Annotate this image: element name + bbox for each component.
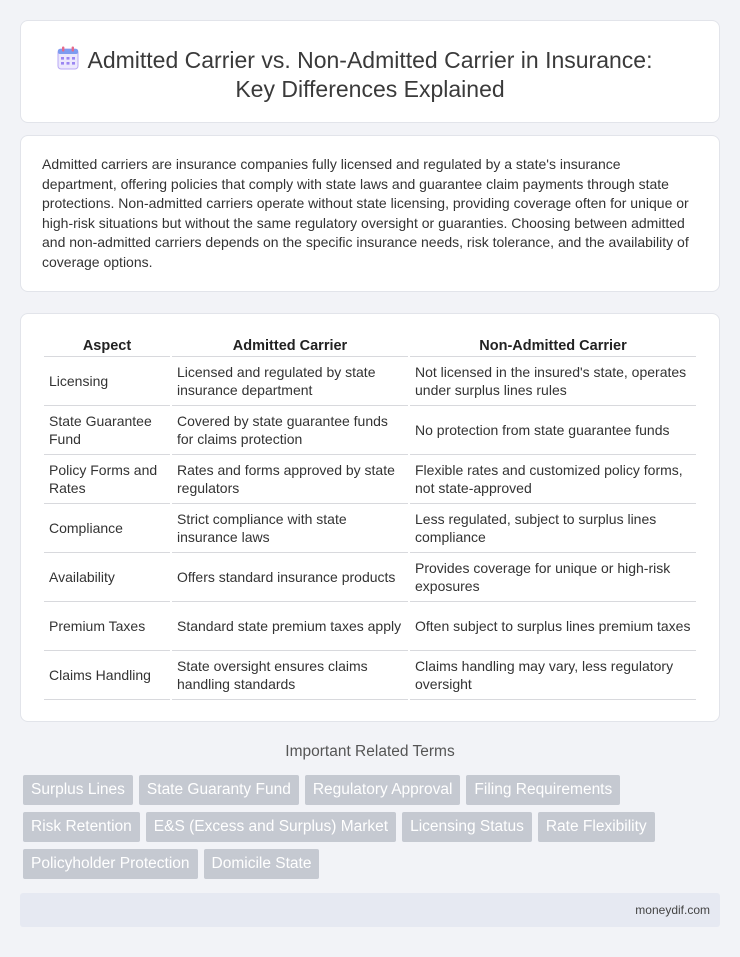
tag-regulatory-approval[interactable]: Regulatory Approval [305, 775, 461, 805]
table-cell-aspect: Availability [44, 553, 170, 602]
table-cell-admitted: State oversight ensures claims handling standards [172, 651, 408, 700]
related-terms-list [23, 775, 703, 886]
page-title [21, 46, 719, 104]
table-row [44, 504, 696, 553]
table-cell-aspect: Licensing [44, 357, 170, 406]
tag-row [23, 849, 703, 879]
table-cell-aspect: Premium Taxes [44, 602, 170, 651]
comparison-table [42, 334, 698, 700]
tag-licensing-status[interactable]: Licensing Status [402, 812, 532, 842]
table-cell-admitted: Offers standard insurance products [172, 553, 408, 602]
related-terms-title: Important Related Terms [285, 743, 455, 760]
page-title-line-2: Key Differences Explained [235, 76, 505, 102]
tag-risk-retention[interactable]: Risk Retention [23, 812, 140, 842]
table-cell-aspect: Compliance [44, 504, 170, 553]
table-row [44, 357, 696, 406]
tag-policyholder-protection[interactable]: Policyholder Protection [23, 849, 198, 879]
comparison-table-card [20, 313, 720, 722]
table-row [44, 553, 696, 602]
table-cell-admitted: Covered by state guarantee funds for claims protection [172, 406, 408, 455]
tag-state-guaranty-fund[interactable]: State Guaranty Fund [139, 775, 299, 805]
table-cell-aspect: State Guarantee Fund [44, 406, 170, 455]
table-cell-aspect: Policy Forms and Rates [44, 455, 170, 504]
table-row [44, 602, 696, 651]
intro-paragraph: Admitted carriers are insurance companies fully licensed and regulated by a state's insurance department, offering policies that comply with state laws and guarantee claim payments through state protections. Non-admitted carriers operate without state licensing, providing coverage often for unique or high-risk situations but without the same regulatory oversight or guaranties. Choosing between admitted and non-admitted carriers depends on the specific insurance needs, risk tolerance, and the availability of coverage options. [42, 156, 689, 270]
footer [20, 893, 720, 927]
table-cell-non-admitted: No protection from state guarantee funds [410, 406, 696, 455]
header-non-admitted-carrier: Non-Admitted Carrier [410, 334, 696, 357]
tag-row [23, 775, 703, 805]
table-header-row [44, 334, 696, 357]
table-cell-admitted: Licensed and regulated by state insurance department [172, 357, 408, 406]
table-cell-non-admitted: Less regulated, subject to surplus lines compliance [410, 504, 696, 553]
table-cell-non-admitted: Not licensed in the insured's state, operates under surplus lines rules [410, 357, 696, 406]
table-row [44, 455, 696, 504]
table-row [44, 406, 696, 455]
tag-surplus-lines[interactable]: Surplus Lines [23, 775, 133, 805]
table-cell-admitted: Strict compliance with state insurance laws [172, 504, 408, 553]
table-cell-admitted: Standard state premium taxes apply [172, 602, 408, 651]
table-cell-non-admitted: Flexible rates and customized policy forms, not state-approved [410, 455, 696, 504]
table-cell-non-admitted: Often subject to surplus lines premium taxes [410, 602, 696, 651]
tag-row [23, 812, 703, 842]
header-card [20, 20, 720, 123]
footer-site-link[interactable]: moneydif.com [635, 903, 710, 917]
table-cell-aspect: Claims Handling [44, 651, 170, 700]
tag-rate-flexibility[interactable]: Rate Flexibility [538, 812, 655, 842]
table-cell-non-admitted: Claims handling may vary, less regulatory oversight [410, 651, 696, 700]
table-cell-admitted: Rates and forms approved by state regulators [172, 455, 408, 504]
table-cell-non-admitted: Provides coverage for unique or high-risk exposures [410, 553, 696, 602]
intro-card [20, 135, 720, 292]
table-row [44, 651, 696, 700]
tag-filing-requirements[interactable]: Filing Requirements [466, 775, 620, 805]
tag-domicile-state[interactable]: Domicile State [204, 849, 320, 879]
header-aspect: Aspect [44, 334, 170, 357]
header-admitted-carrier: Admitted Carrier [172, 334, 408, 357]
page-title-line-1: Admitted Carrier vs. Non-Admitted Carrier in Insurance: [87, 47, 653, 73]
tag-es-market[interactable]: E&S (Excess and Surplus) Market [146, 812, 396, 842]
